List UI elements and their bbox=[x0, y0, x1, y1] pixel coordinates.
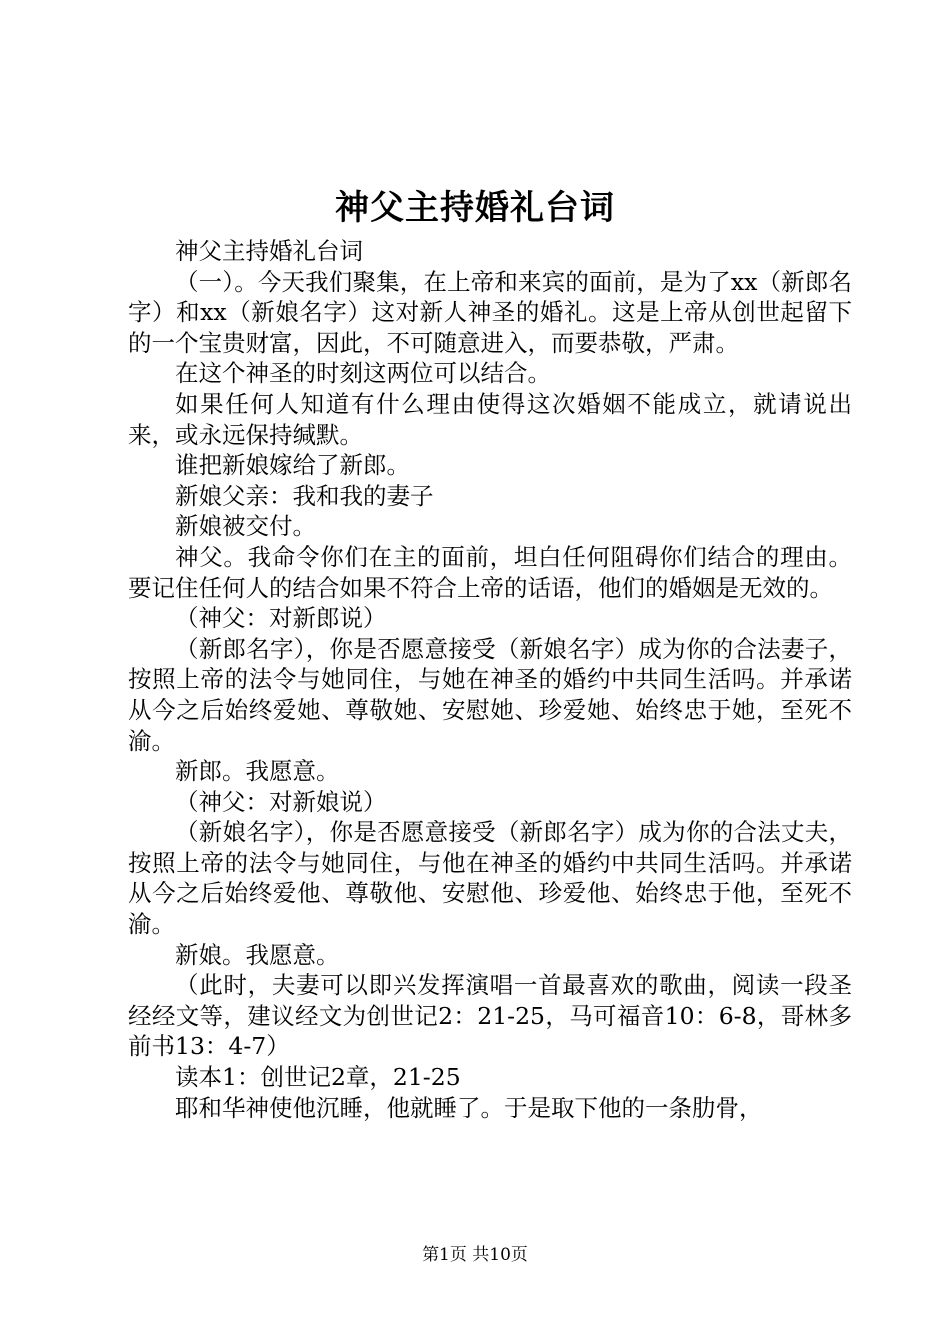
document-body bbox=[128, 236, 852, 1123]
paragraph: 耶和华神使他沉睡，他就睡了。于是取下他的一条肋骨， bbox=[175, 1093, 763, 1122]
paragraph: （神父：对新郎说） bbox=[175, 604, 387, 633]
page-footer: 第1页 共10页 bbox=[422, 1245, 528, 1265]
paragraph: 谁把新娘嫁给了新郎。 bbox=[175, 451, 410, 480]
document-title: 神父主持婚礼台词 bbox=[335, 188, 615, 228]
paragraph: 神父主持婚礼台词 bbox=[175, 237, 363, 265]
paragraph: （新郎名字），你是否愿意接受（新娘名字）成为你的合法妻子，按照上帝的法令与她同住，与她在神圣的婚约中共同生活吗。并承诺从今之后始终爱她、尊敬她、安慰她、珍爱她、始终忠于她，至死不渝。 bbox=[128, 634, 852, 755]
paragraph: （新娘名字），你是否愿意接受（新郎名字）成为你的合法丈夫，按照上帝的法令与她同住，与他在神圣的婚约中共同生活吗。并承诺从今之后始终爱他、尊敬他、安慰他、珍爱他、始终忠于他，至死不渝。 bbox=[128, 818, 852, 939]
paragraph: 神父。我命令你们在主的面前，坦白任何阻碍你们结合的理由。要记住任何人的结合如果不符合上帝的话语，他们的婚姻是无效的。 bbox=[128, 542, 852, 602]
paragraph: （此时，夫妻可以即兴发挥演唱一首最喜欢的歌曲，阅读一段圣经经文等，建议经文为创世记2：21-25，马可福音10：6-8，哥林多前书13：4-7） bbox=[128, 971, 852, 1061]
paragraph: 在这个神圣的时刻这两位可以结合。 bbox=[175, 359, 551, 388]
paragraph: 新娘被交付。 bbox=[175, 512, 316, 541]
paragraph: （一）。今天我们聚集，在上帝和来宾的面前，是为了xx（新郎名字）和xx（新娘名字）这对新人神圣的婚礼。这是上帝从创世起留下的一个宝贵财富，因此，不可随意进入，而要恭敬，严肃。 bbox=[128, 267, 852, 357]
paragraph: 新郎。我愿意。 bbox=[175, 757, 340, 786]
paragraph: 新娘。我愿意。 bbox=[175, 940, 340, 969]
paragraph: 如果任何人知道有什么理由使得这次婚姻不能成立，就请说出来，或永远保持缄默。 bbox=[128, 389, 852, 449]
paragraph: （神父：对新娘说） bbox=[175, 787, 387, 816]
paragraph: 读本1：创世记2章，21-25 bbox=[175, 1063, 461, 1092]
paragraph: 新娘父亲：我和我的妻子 bbox=[175, 481, 434, 510]
